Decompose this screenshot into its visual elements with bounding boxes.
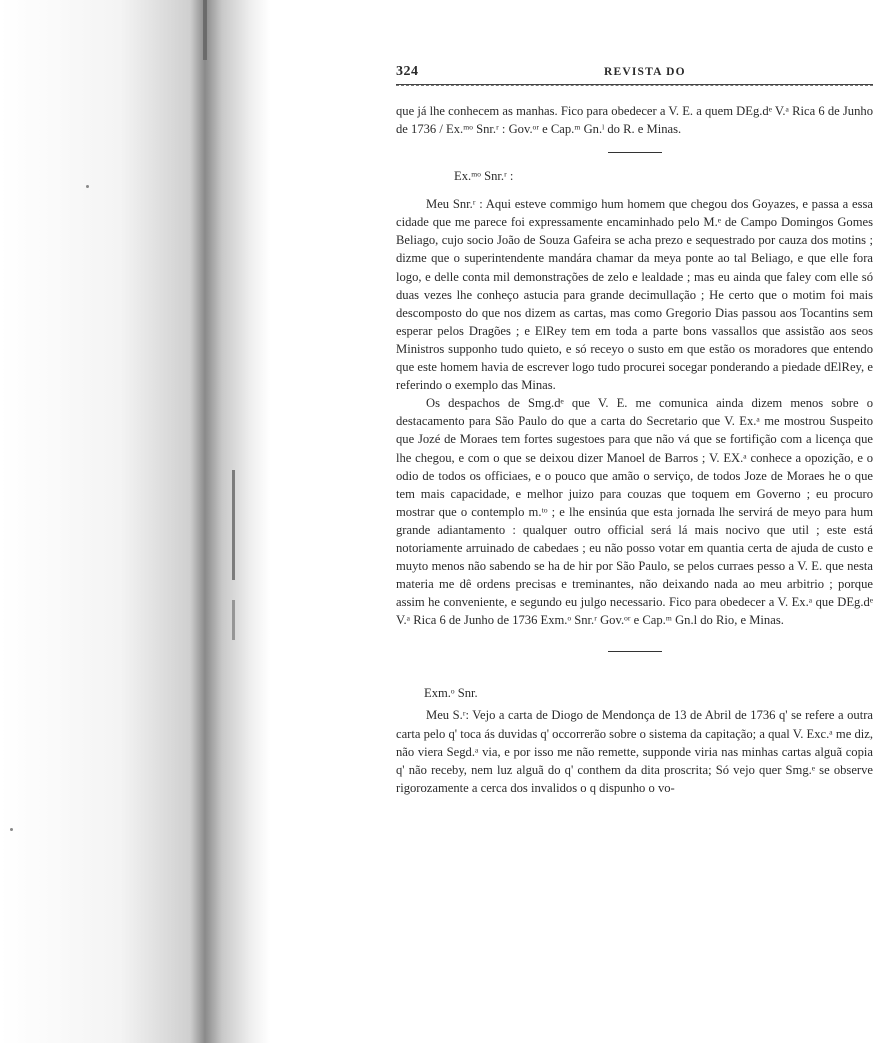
- letter2-salutation: Exm.ᵒ Snr.: [424, 686, 478, 701]
- scan-speck: [10, 828, 13, 831]
- page-number: 324: [396, 64, 419, 79]
- letter1-salutation: Ex.ᵐᵒ Snr.ʳ :: [454, 169, 514, 184]
- header-rule: [396, 84, 873, 86]
- running-head: [396, 60, 873, 82]
- section-separator: [608, 651, 662, 652]
- scan-speck: [86, 185, 89, 188]
- section-separator: [608, 152, 662, 153]
- letter2-paragraph-1: Meu S.ʳ: Vejo a carta de Diogo de Mendonça de 13 de Abril de 1736 q' se refere a outra carta pelo q' toca ás duvidas q' occorrerão sobre o sistema da capitação; a qual V. Exc.ᵃ me diz, não viera Segd.ᵃ via, e por isso me não remette, supponde viria nas minhas cartas alguã copia q' não receby, nem luz alguã do q' conthem da dita proscrita; Só vejo quer Smg.ᵉ se observe rigorozamente a cerca dos invalidos o q dispunho o vo-: [396, 708, 873, 795]
- letter1-paragraph-1: Meu Snr.ʳ : Aqui esteve commigo hum homem que chegou dos Goyazes, e passa a essa cidade que me parece foi expressamente encaminhado pelo M.ᵉ de Campo Domingos Gomes Beliago, cujo socio João de Souza Gafeira se acha prezo e sequestrado por cauza dos motins ; dizme que o superintendente mandára chamar da meya ponte ao tal Beliago, e que elle fora logo, e delle conta mil demonstrações de zelo e lealdade ; mas eu ainda que faley com elle só duas vezes lhe conheço astucia para grande decimullação ; He certo que o motim foi mais descomposto do que nos dizem as cartas, mas como Gregorio Dias passou aos Tocantins sem esperar pelos Dragões ; e ElRey tem em toda a parte bons vassallos que assistão aos seos Ministros supponho tudo quieto, e só receyo o susto em que estão os moradores que entendo que este homem havia de escrever logo tudo procurei socegar ponderando a piedade dElRey, e referindo o exemplo das Minas.: [396, 197, 873, 393]
- book-gutter-shadow: [0, 0, 270, 1043]
- book-page: [396, 60, 873, 797]
- running-title: REVISTA DO: [604, 66, 686, 78]
- opening-paragraph: que já lhe conhecem as manhas. Fico para obedecer a V. E. a quem DEg.dᵉ V.ᵃ Rica 6 de Junho de 1736 / Ex.ᵐᵒ Snr.ʳ : Gov.ᵒʳ e Cap.ᵐ Gn.ˡ do R. e Minas.: [396, 104, 873, 137]
- letter1-paragraph-2: Os despachos de Smg.dᵉ que V. E. me comunica ainda dizem menos sobre o destacamento para São Paulo do que a carta do Secretario que V. Ex.ᵃ me mostrou Suspeito que Jozé de Moraes tem fortes sugestoes para que não vá que se fortifição com a licença que lhe chegou, e com o que se deixou dizer Manoel de Barros ; V. EX.ᵃ conhece a opozição, e o odio de todos os officiaes, e o pouco que amão o serviço, de todos Joze de Moraes he o que tem mais capacidade, e melhor juizo para couzas que toquem em Governo ; eu procuro mostrar que o contemplo m.ᵗᵒ ; e lhe ensinúa que esta jornada lhe servirá de meyo para hum grande adiantamento : qualquer outro official será lá mais nocivo que util ; este está notoriamente arruinado de cabedaes ; eu não posso votar em quantia certa de ajuda de custo e muyto menos não sabendo se ha de hir por São Paulo, se pelos currаes pesso a V. E. que nesta materia me dê ordens precisas e treminantes, não deixando nada ao meu arbitrio ; porque assim he conveniente, e segundo eu julgo necessario. Fico para obedecer a V. Ex.ᵃ que DEg.dᵉ V.ᵃ Rica 6 de Junho de 1736 Exm.ᵒ Snr.ʳ Gov.ᵒʳ e Cap.ᵐ Gn.l do Rio, e Minas.: [396, 396, 873, 628]
